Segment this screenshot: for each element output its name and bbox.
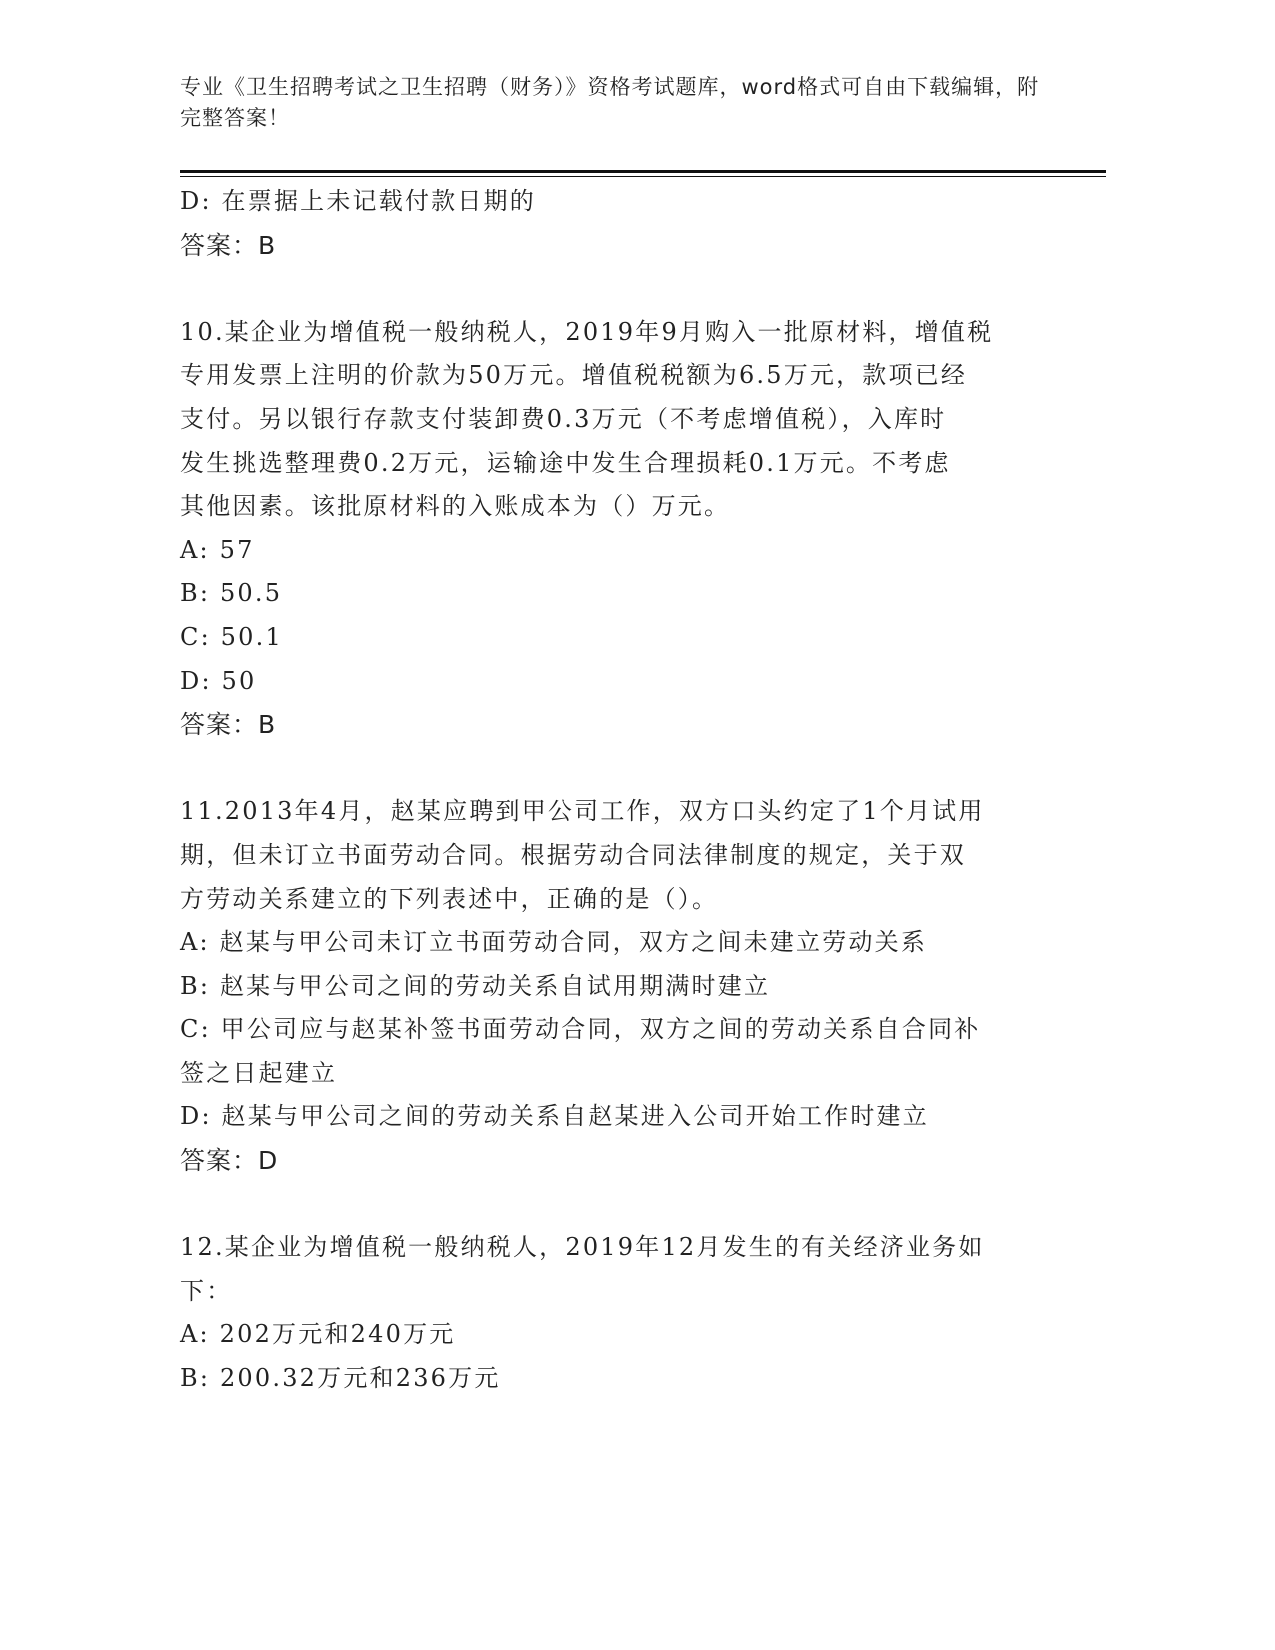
spacer	[180, 747, 1050, 791]
page-header: 专业《卫生招聘考试之卫生招聘（财务）》资格考试题库，word格式可自由下载编辑，附完整答案！	[180, 75, 1040, 130]
option-c: C: 50.1	[180, 622, 283, 651]
header-divider-thick	[180, 170, 1106, 173]
option-c-continued: 签之日起建立	[180, 1058, 338, 1087]
option-a: A: 202万元和240万元	[180, 1320, 456, 1349]
question-stem-line: 支付。另以银行存款支付装卸费0.3万元（不考虑增值税），入库时	[180, 404, 947, 433]
header-divider-thin	[180, 176, 1106, 177]
spacer	[180, 1183, 1050, 1227]
question-stem-line: 10.某企业为增值税一般纳税人，2019年9月购入一批原材料，增值税	[180, 317, 994, 346]
option-b: B: 赵某与甲公司之间的劳动关系自试用期满时建立	[180, 971, 771, 1000]
question-stem-line: 方劳动关系建立的下列表述中，正确的是（）。	[180, 884, 719, 913]
answer: 答案：B	[180, 230, 277, 260]
option-b: B: 200.32万元和236万元	[180, 1364, 501, 1393]
option-b: B: 50.5	[180, 579, 283, 608]
question-stem-line: 12.某企业为增值税一般纳税人，2019年12月发生的有关经济业务如	[180, 1233, 985, 1262]
document-body	[180, 180, 1050, 1401]
question-11	[180, 790, 1050, 1182]
option-a: A: 赵某与甲公司未订立书面劳动合同，双方之间未建立劳动关系	[180, 928, 928, 957]
option-d: D: 赵某与甲公司之间的劳动关系自赵某进入公司开始工作时建立	[180, 1102, 929, 1131]
option-d: D: 在票据上未记载付款日期的	[180, 187, 536, 215]
option-c: C: 甲公司应与赵某补签书面劳动合同，双方之间的劳动关系自合同补	[180, 1015, 981, 1044]
question-stem-line: 发生挑选整理费0.2万元，运输途中发生合理损耗0.1万元。不考虑	[180, 448, 951, 477]
answer: 答案：B	[180, 710, 277, 740]
question-10	[180, 311, 1050, 747]
question-stem-line: 11.2013年4月，赵某应聘到甲公司工作，双方口头约定了1个月试用	[180, 797, 985, 826]
option-d: D: 50	[180, 666, 257, 695]
question-stem-line: 期，但未订立书面劳动合同。根据劳动合同法律制度的规定，关于双	[180, 840, 966, 869]
question-stem-line: 专用发票上注明的价款为50万元。增值税税额为6.5万元，款项已经	[180, 361, 968, 390]
question-stem-line: 下：	[180, 1276, 233, 1305]
question-stem-line: 其他因素。该批原材料的入账成本为（）万元。	[180, 492, 731, 521]
spacer	[180, 267, 1050, 311]
option-a: A: 57	[180, 535, 255, 564]
answer: 答案：D	[180, 1146, 279, 1176]
question-12	[180, 1226, 1050, 1400]
